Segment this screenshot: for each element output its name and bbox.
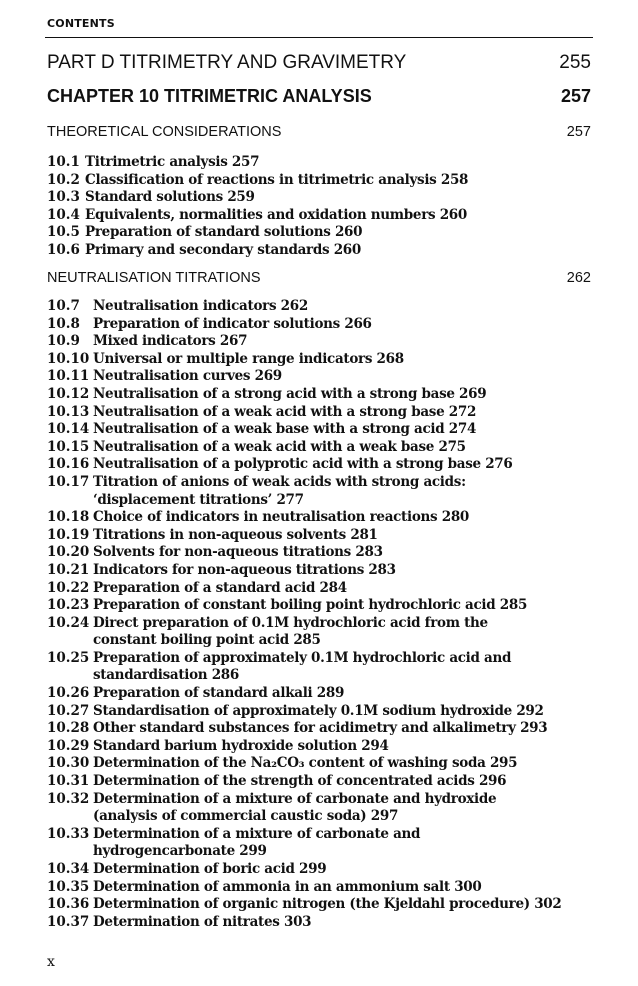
toc-list-neutralisation <box>47 298 607 931</box>
entry-line: Preparation of standard solutions 260 <box>85 224 363 241</box>
entry-text <box>93 421 607 439</box>
toc-entry <box>47 509 607 527</box>
entry-text <box>93 316 607 334</box>
toc-entry <box>47 456 607 474</box>
toc-entry <box>47 298 607 316</box>
section-heading-theoretical <box>47 124 591 140</box>
entry-text <box>93 404 607 422</box>
entry-line: Determination of the Na₂CO₃ content of washing soda 295 <box>93 755 518 772</box>
entry-text <box>93 791 607 826</box>
entry-number: 10.10 <box>47 350 90 367</box>
toc-entry <box>47 154 607 172</box>
entry-line: Determination of the strength of concentrated acids 296 <box>93 773 507 790</box>
entry-line: Indicators for non-aqueous titrations 283 <box>93 561 396 578</box>
entry-text <box>93 879 607 897</box>
toc-list-theoretical <box>47 154 607 260</box>
entry-text <box>93 826 607 861</box>
entry-line: Determination of a mixture of carbonate and hydroxide <box>93 790 497 807</box>
toc-entry <box>47 879 607 897</box>
toc-entry <box>47 386 607 404</box>
entry-line: Neutralisation indicators 262 <box>93 298 308 314</box>
running-head: CONTENTS <box>47 17 115 30</box>
entry-number: 10.8 <box>47 315 80 332</box>
toc-entry <box>47 172 607 190</box>
toc-entry <box>47 720 607 738</box>
entry-number: 10.20 <box>47 544 90 561</box>
toc-entry <box>47 368 607 386</box>
entry-continuation: standardisation 286 <box>93 667 239 684</box>
entry-line: Preparation of constant boiling point hydrochloric acid 285 <box>93 597 528 614</box>
entry-text <box>93 755 607 773</box>
chapter-page: 257 <box>560 86 591 106</box>
entry-line: Direct preparation of 0.1M hydrochloric acid from the <box>93 614 488 631</box>
entry-text <box>85 172 607 190</box>
toc-entry <box>47 896 607 914</box>
chapter-heading <box>47 86 591 107</box>
toc-entry <box>47 351 607 369</box>
entry-text <box>93 351 607 369</box>
entry-line: Preparation of a standard acid 284 <box>93 579 347 596</box>
toc-entry <box>47 316 607 334</box>
entry-continuation: constant boiling point acid 285 <box>93 632 321 649</box>
toc-entry <box>47 439 607 457</box>
toc-entry <box>47 650 607 685</box>
entry-text <box>93 720 607 738</box>
toc-entry <box>47 544 607 562</box>
entry-number: 10.32 <box>47 790 90 807</box>
entry-text <box>93 386 607 404</box>
entry-text <box>93 544 607 562</box>
entry-number: 10.30 <box>47 755 90 772</box>
entry-number: 10.19 <box>47 526 90 543</box>
toc-entry <box>47 189 607 207</box>
entry-line: Classification of reactions in titrimetric analysis 258 <box>85 171 469 188</box>
header-rule <box>45 37 593 38</box>
part-title: PART D TITRIMETRY AND GRAVIMETRY <box>47 52 407 73</box>
entry-continuation: (analysis of commercial caustic soda) 297 <box>93 808 399 825</box>
entry-number: 10.21 <box>47 561 90 578</box>
entry-text <box>93 439 607 457</box>
entry-text <box>93 474 607 509</box>
toc-entry <box>47 861 607 879</box>
entry-text <box>93 914 607 932</box>
entry-number: 10.34 <box>47 861 90 877</box>
entry-number: 10.25 <box>47 649 90 666</box>
section-title: NEUTRALISATION TITRATIONS <box>47 270 261 286</box>
entry-text <box>93 773 607 791</box>
entry-text <box>93 298 607 316</box>
section-page: 257 <box>566 124 591 140</box>
entry-text <box>93 368 607 386</box>
toc-entry <box>47 474 607 509</box>
entry-line: Equivalents, normalities and oxidation numbers 260 <box>85 206 467 223</box>
entry-line: Determination of nitrates 303 <box>93 913 312 930</box>
entry-number: 10.13 <box>47 403 90 420</box>
entry-text <box>93 456 607 474</box>
entry-number: 10.23 <box>47 597 90 614</box>
entry-number: 10.29 <box>47 737 90 754</box>
toc-entry <box>47 773 607 791</box>
entry-text <box>93 650 607 685</box>
entry-number: 10.15 <box>47 438 90 455</box>
entry-number: 10.11 <box>47 368 90 385</box>
entry-text <box>93 597 607 615</box>
entry-text <box>93 562 607 580</box>
toc-entry <box>47 597 607 615</box>
entry-text <box>85 207 607 225</box>
section-heading-neutralisation <box>47 270 591 286</box>
entry-line: Neutralisation of a weak acid with a strong base 272 <box>93 403 477 420</box>
entry-line: Primary and secondary standards 260 <box>85 241 361 258</box>
entry-number: 10.17 <box>47 473 90 490</box>
entry-number: 10.2 <box>47 171 80 188</box>
entry-line: Preparation of standard alkali 289 <box>93 685 345 702</box>
toc-entry <box>47 826 607 861</box>
toc-entry <box>47 527 607 545</box>
part-page: 255 <box>559 52 591 73</box>
entry-line: Neutralisation curves 269 <box>93 368 282 385</box>
entry-line: Standard solutions 259 <box>85 189 255 206</box>
entry-line: Neutralisation of a weak acid with a weak base 275 <box>93 438 466 455</box>
entry-line: Titrations in non-aqueous solvents 281 <box>93 526 378 543</box>
toc-entry <box>47 224 607 242</box>
toc-entry <box>47 333 607 351</box>
entry-number: 10.1 <box>47 154 80 170</box>
entry-continuation: ‘displacement titrations’ 277 <box>93 491 304 508</box>
entry-line: Preparation of indicator solutions 266 <box>93 315 372 332</box>
entry-number: 10.18 <box>47 509 90 526</box>
entry-text <box>93 509 607 527</box>
entry-number: 10.36 <box>47 896 90 913</box>
entry-line: Titrimetric analysis 257 <box>85 154 260 170</box>
toc-entry <box>47 738 607 756</box>
toc-entry <box>47 755 607 773</box>
toc-entry <box>47 421 607 439</box>
entry-number: 10.12 <box>47 385 90 402</box>
entry-line: Preparation of approximately 0.1M hydrochloric acid and <box>93 649 512 666</box>
toc-entry <box>47 615 607 650</box>
entry-line: Other standard substances for acidimetry and alkalimetry 293 <box>93 720 548 737</box>
entry-number: 10.28 <box>47 720 90 737</box>
entry-text <box>85 154 607 172</box>
entry-number: 10.22 <box>47 579 90 596</box>
entry-line: Determination of boric acid 299 <box>93 861 327 877</box>
entry-text <box>93 896 607 914</box>
entry-number: 10.35 <box>47 878 90 895</box>
entry-text <box>93 861 607 879</box>
toc-entry <box>47 207 607 225</box>
entry-text <box>93 580 607 598</box>
entry-text <box>93 685 607 703</box>
entry-line: Determination of ammonia in an ammonium salt 300 <box>93 878 482 895</box>
entry-line: Mixed indicators 267 <box>93 333 248 350</box>
entry-line: Standard barium hydroxide solution 294 <box>93 737 389 754</box>
entry-line: Standardisation of approximately 0.1M sodium hydroxide 292 <box>93 702 544 719</box>
entry-number: 10.24 <box>47 614 90 631</box>
toc-entry <box>47 404 607 422</box>
entry-line: Neutralisation of a strong acid with a strong base 269 <box>93 385 487 402</box>
entry-continuation: hydrogencarbonate 299 <box>93 843 267 860</box>
entry-text <box>85 189 607 207</box>
toc-entry <box>47 242 607 260</box>
entry-line: Titration of anions of weak acids with strong acids: <box>93 473 466 490</box>
entry-text <box>93 527 607 545</box>
toc-entry <box>47 685 607 703</box>
entry-number: 10.31 <box>47 773 90 790</box>
entry-line: Neutralisation of a weak base with a strong acid 274 <box>93 421 477 438</box>
entry-line: Determination of a mixture of carbonate and <box>93 825 421 842</box>
entry-text <box>93 703 607 721</box>
entry-line: Solvents for non-aqueous titrations 283 <box>93 544 383 561</box>
toc-entry <box>47 580 607 598</box>
section-page: 262 <box>566 270 591 286</box>
entry-number: 10.33 <box>47 825 90 842</box>
entry-number: 10.7 <box>47 298 80 314</box>
page-folio: x <box>47 954 55 970</box>
entry-text <box>85 224 607 242</box>
entry-number: 10.37 <box>47 913 90 930</box>
entry-text <box>93 738 607 756</box>
entry-line: Universal or multiple range indicators 268 <box>93 350 404 367</box>
section-title: THEORETICAL CONSIDERATIONS <box>47 124 282 140</box>
entry-number: 10.6 <box>47 241 80 258</box>
entry-number: 10.26 <box>47 685 90 702</box>
entry-text <box>93 615 607 650</box>
part-heading <box>47 52 591 74</box>
entry-number: 10.16 <box>47 456 90 473</box>
entry-number: 10.27 <box>47 702 90 719</box>
entry-number: 10.5 <box>47 224 80 241</box>
entry-line: Neutralisation of a polyprotic acid with a strong base 276 <box>93 456 513 473</box>
entry-number: 10.9 <box>47 333 80 350</box>
entry-line: Choice of indicators in neutralisation reactions 280 <box>93 509 470 526</box>
entry-line: Determination of organic nitrogen (the Kjeldahl procedure) 302 <box>93 896 562 913</box>
entry-text <box>85 242 607 260</box>
entry-number: 10.3 <box>47 189 80 206</box>
toc-entry <box>47 791 607 826</box>
toc-entry <box>47 914 607 932</box>
entry-text <box>93 333 607 351</box>
chapter-title: CHAPTER 10 TITRIMETRIC ANALYSIS <box>47 86 372 106</box>
entry-number: 10.14 <box>47 421 90 438</box>
entry-number: 10.4 <box>47 206 80 223</box>
toc-entry <box>47 703 607 721</box>
toc-entry <box>47 562 607 580</box>
